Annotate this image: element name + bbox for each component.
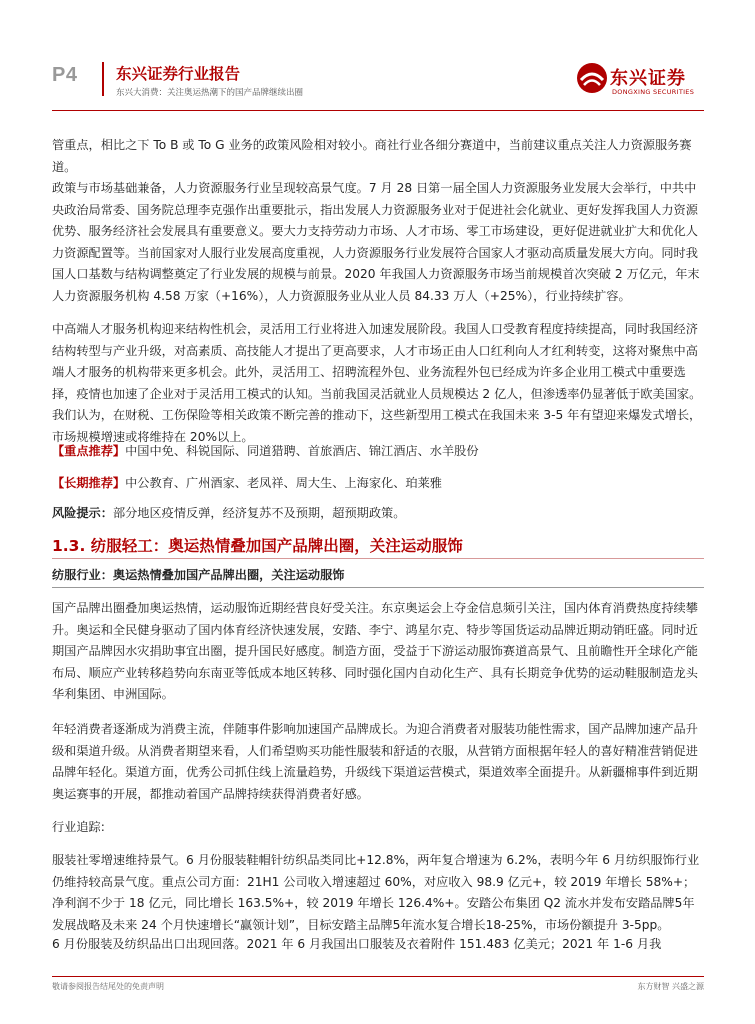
footer-rule <box>52 976 704 977</box>
logo-text: 东兴证券 <box>610 68 686 89</box>
paragraph-4: 国产品牌出圈叠加奥运热情，运动服饰近期经营良好受关注。东京奥运会上夺金信息频引关注，国内体育消费热度持续攀升。奥运和全民健身驱动了国内体育经济快速发展，安踏、李宁、鸿星尔克、特步等国货运动品牌近期动销旺盛。同时近期国产品牌因水灾捐助事宜出圈，提升国民好感度。制造方面，受益于下游运动服饰赛道高景气、且前瞻性开全球化产能布局、顺应产业转移趋势向东南亚等低成本地区转移、同时强化国内自动化生产、具有长期竞争优势的运动鞋服制造龙头华利集团、申洲国际。 <box>52 601 698 701</box>
long-recommendation <box>52 473 704 495</box>
footer-slogan: 东方财智 兴盛之源 <box>637 982 704 991</box>
header-divider <box>102 62 104 96</box>
section-rule <box>52 558 704 559</box>
key-recommendation-tag: 【重点推荐】 <box>52 444 126 458</box>
key-recommendation <box>52 441 704 463</box>
subheading-rule <box>52 587 704 588</box>
paragraph-8: 6 月份服装及纺织品出口出现回落。2021 年 6 月我国出口服装及衣着附件 151.483 亿美元；2021 年 1-6 月我 <box>52 937 662 951</box>
page-number: P4 <box>52 64 78 86</box>
header-rule <box>52 110 704 111</box>
footer-disclaimer: 敬请参阅报告结尾处的免责声明 <box>52 982 164 991</box>
risk-label: 风险提示： <box>52 506 113 520</box>
report-title: 东兴证券行业报告 <box>116 65 241 83</box>
paragraph-6: 行业追踪: <box>52 820 105 834</box>
paragraph-1: 管重点，相比之下 To B 或 To G 业务的政策风险相对较小。商社行业各细分赛道中，当前建议重点关注人力资源服务赛道。 <box>52 138 692 174</box>
paragraph-7: 服装社零增速维持景气。6 月份服装鞋帽针纺织品类同比+12.8%，两年复合增速为 6.2%，表明今年 6 月纺织服饰行业仍维持较高景气度。重点公司方面：21H1 公司收入增速超过 60%，对应收入 98.9 亿元+，较 2019 年增长 58%+；净利润不少于 18 亿元，同比增长 163.5%+，较 2019 年增长 126.4%+。安踏公布集团 Q2 流水并发布安踏品牌5年发展战略及未来 24 个月快速增长“赢领计划”，目标安踏主品牌5年流水复合增长18-25%，市场份额提升 3-5pp。 <box>52 853 700 932</box>
paragraph-3: 中高端人才服务机构迎来结构性机会，灵活用工行业将进入加速发展阶段。我国人口受教育程度持续提高，同时我国经济结构转型与产业升级，对高素质、高技能人才提出了更高要求，人才市场正由人口红利向人才红利转变，这将对聚焦中高端人才服务的机构带来更多机会。此外，灵活用工、招聘流程外包、业务流程外包已经成为许多企业用工模式中重要选择，疫情也加速了企业对于灵活用工模式的认知。当前我国灵活就业人员规模达 2 亿人，但渗透率仍显著低于欧美国家。我们认为，在财税、工伤保险等相关政策不断完善的推动下，这些新型用工模式在我国未来 3-5 年有望迎来爆发式增长，市场规模增速或将维持在 20%以上。 <box>52 322 702 444</box>
paragraph-2: 政策与市场基础兼备，人力资源服务行业呈现较高景气度。7 月 28 日第一届全国人力资源服务业发展大会举行，中共中央政治局常委、国务院总理李克强作出重要批示，指出发展人力资源服务业对于促进社会化就业、更好发挥我国人力资源优势、服务经济社会发展具有重要意义。要大力支持劳动力市场、人才市场、零工市场建设，更好促进就业扩大和优化人力资源配置等。当前国家对人服行业发展高度重视，人力资源服务行业发展符合国家人才驱动高质量发展大方向。同时我国人口基数与结构调整奠定了行业发展的规模与前景。2020 年我国人力资源服务市场当前规模首次突破 2 万亿元，年末人力资源服务机构 4.58 万家（+16%），人力资源服务业从业人员 84.33 万人（+25%），行业持续扩容。 <box>52 181 700 303</box>
paragraph-5: 年轻消费者逐渐成为消费主流，伴随事件影响加速国产品牌成长。为迎合消费者对服装功能性需求，国产品牌加速产品升级和渠道升级。从消费者期望来看，人们希望购买功能性服装和舒适的衣服，从营销方面根据年轻人的喜好精准营销促进品牌年轻化。渠道方面，优秀公司抓住线上流量趋势，升级线下渠道运营模式，渠道效率全面提升。从新疆棉事件到近期奥运赛事的开展，都推动着国产品牌持续获得消费者好感。 <box>52 722 698 801</box>
long-recommendation-tag: 【长期推荐】 <box>52 476 126 490</box>
report-subtitle: 东兴大消费：关注奥运热潮下的国产品牌继续出圈 <box>116 88 304 98</box>
risk-warning <box>52 503 704 525</box>
subheading: 纺服行业：奥运热情叠加国产品牌出圈，关注运动服饰 <box>52 568 345 582</box>
key-recommendation-text: 中国中免、科锐国际、同道猎聘、首旅酒店、锦江酒店、水羊股份 <box>125 444 479 458</box>
long-recommendation-text: 中公教育、广州酒家、老凤祥、周大生、上海家化、珀莱雅 <box>125 476 442 490</box>
section-heading: 1.3. 纺服轻工：奥运热情叠加国产品牌出圈，关注运动服饰 <box>52 537 463 555</box>
logo-english: DONGXING SECURITIES <box>612 88 695 96</box>
risk-text: 部分地区疫情反弹，经济复苏不及预期，超预期政策。 <box>112 506 406 520</box>
